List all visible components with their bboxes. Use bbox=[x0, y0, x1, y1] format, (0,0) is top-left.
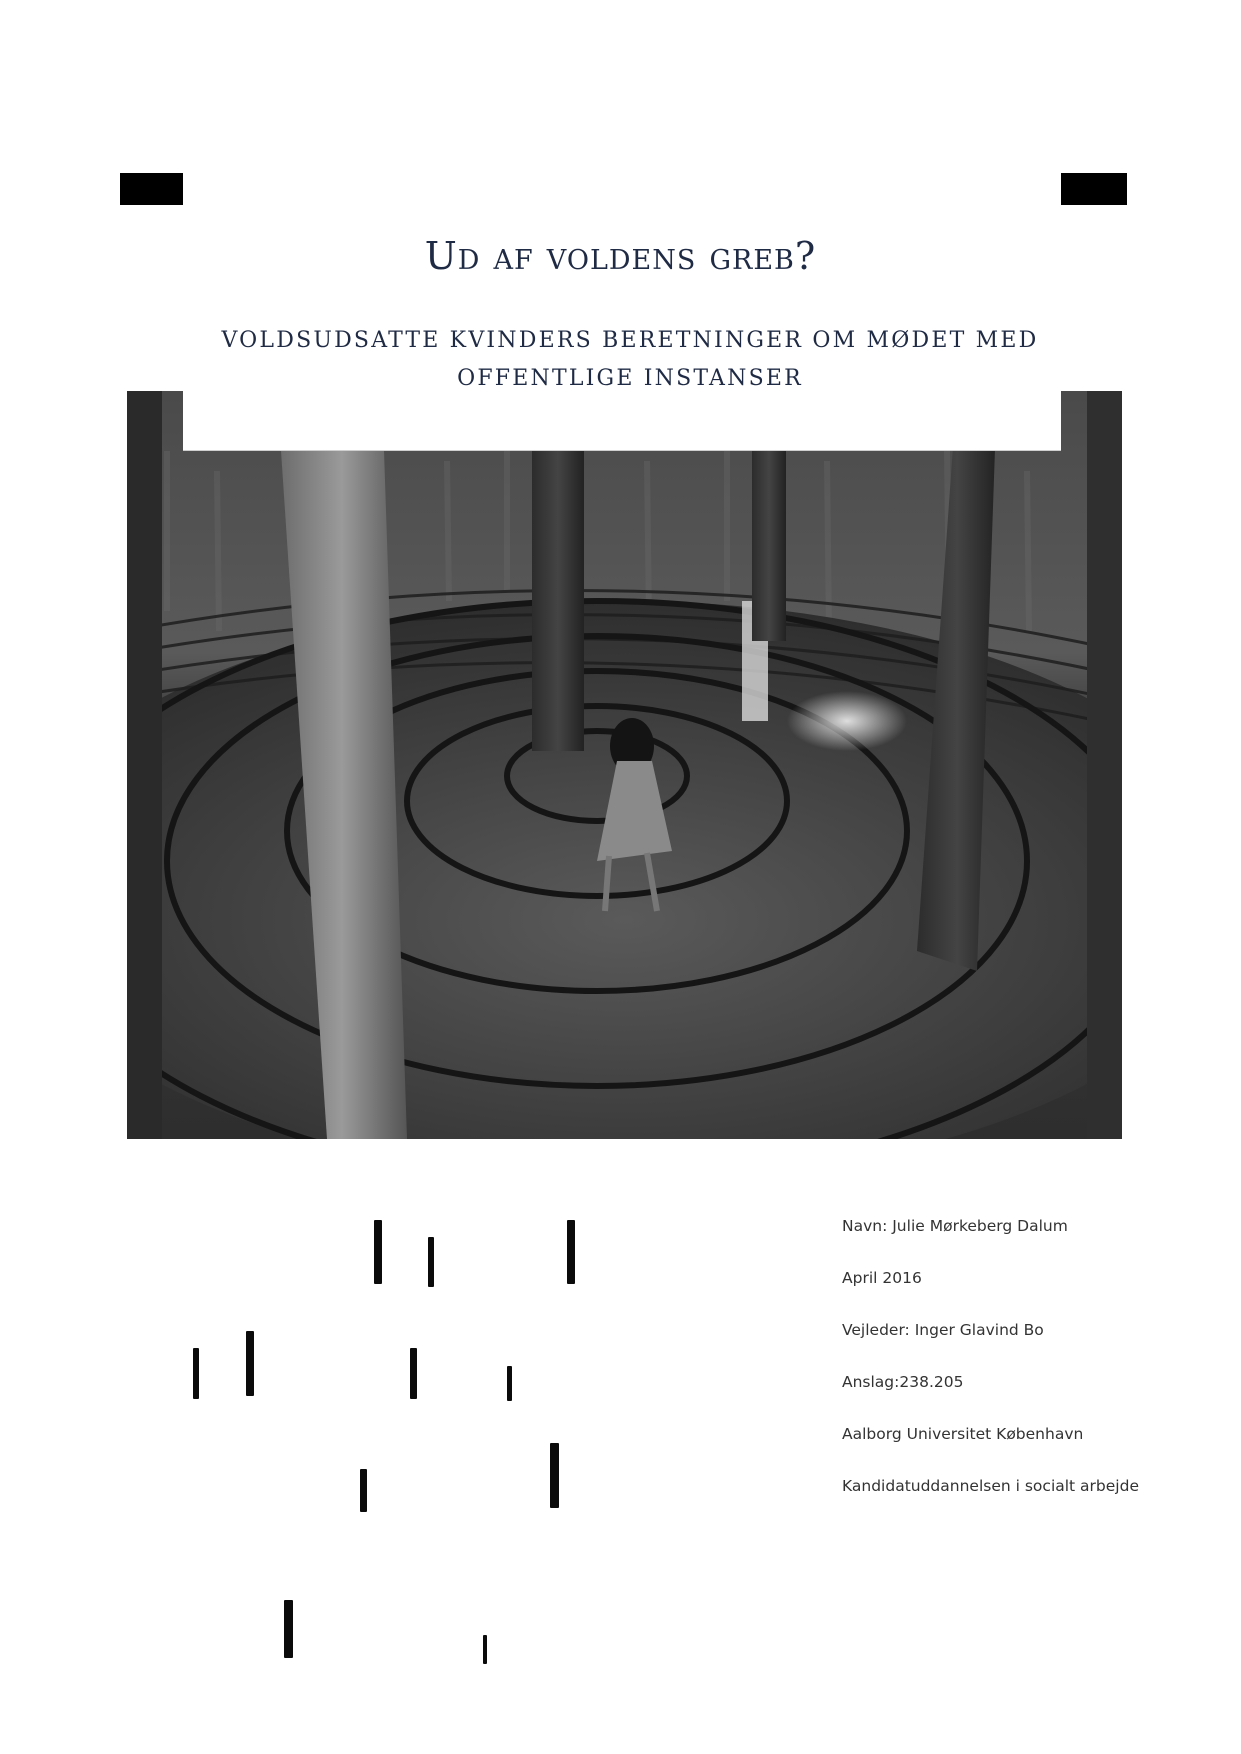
subtitle bbox=[200, 322, 1060, 398]
photo-icon bbox=[127, 391, 1122, 1139]
cover-photo bbox=[127, 391, 1122, 1139]
page-title: Ud af voldens greb? bbox=[424, 234, 817, 278]
subtitle-line-1: VOLDSUDSATTE KVINDERS BERETNINGER OM MØDET MED bbox=[221, 328, 1039, 353]
author-info bbox=[842, 1210, 1202, 1522]
redaction-bar bbox=[374, 1220, 382, 1284]
redaction-bar bbox=[550, 1443, 559, 1508]
university: Aalborg Universitet København bbox=[842, 1425, 1084, 1443]
redaction-bar bbox=[284, 1600, 293, 1658]
subtitle-line-2: OFFENTLIGE INSTANSER bbox=[457, 366, 803, 391]
redaction-bar bbox=[483, 1635, 487, 1664]
date: April 2016 bbox=[842, 1269, 922, 1287]
redaction-bar bbox=[193, 1348, 199, 1399]
supervisor: Vejleder: Inger Glavind Bo bbox=[842, 1321, 1044, 1339]
redaction-block-left bbox=[120, 173, 183, 205]
redaction-bar bbox=[410, 1348, 417, 1399]
program: Kandidatuddannelsen i socialt arbejde bbox=[842, 1477, 1139, 1495]
redaction-bar bbox=[428, 1237, 434, 1287]
redaction-bar bbox=[360, 1469, 367, 1512]
redaction-bar bbox=[567, 1220, 575, 1284]
character-count: Anslag:238.205 bbox=[842, 1373, 964, 1391]
redaction-bar bbox=[246, 1331, 254, 1396]
redaction-block-right bbox=[1061, 173, 1127, 205]
redaction-bar bbox=[507, 1366, 512, 1401]
author-name: Navn: Julie Mørkeberg Dalum bbox=[842, 1217, 1068, 1235]
